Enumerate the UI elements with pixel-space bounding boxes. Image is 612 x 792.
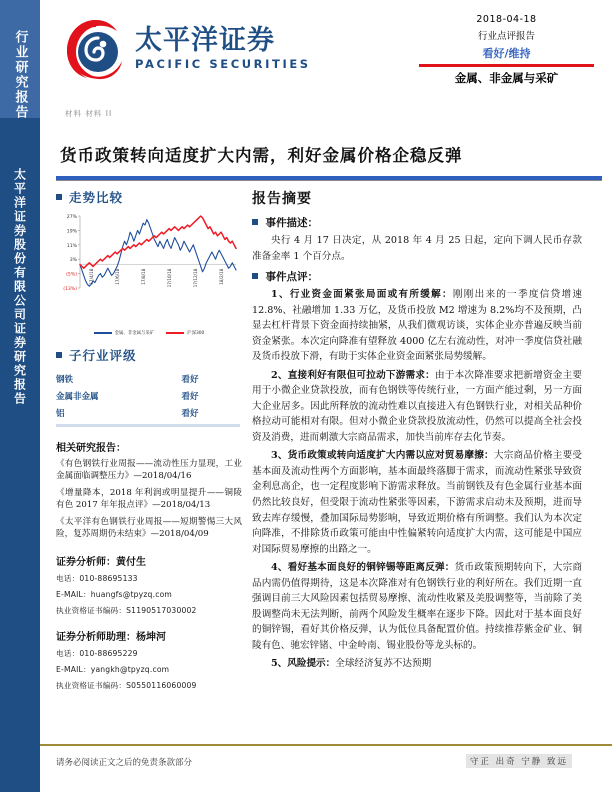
rating-value: 看好	[181, 408, 199, 419]
summary-paragraph: 5、风险提示：全球经济复苏不达预期	[271, 658, 432, 670]
rating-section-title: 子行业评级	[69, 348, 137, 363]
legend-label-0: 金属、非金属与采矿	[114, 331, 155, 336]
footer-slogan: 守正 出奇 宁静 致远	[466, 754, 572, 768]
related-reports-heading: 相关研究报告：	[56, 443, 126, 454]
report-type: 行业点评报告	[477, 31, 535, 42]
square-bullet-icon	[56, 352, 62, 358]
category-tag: 材料 材料 II	[65, 109, 113, 118]
rating-table-rule	[56, 424, 240, 427]
chart-y-tick: 11%	[66, 243, 77, 249]
summary-section-label: 事件描述：	[265, 217, 318, 229]
chart-x-tick: 17/6/18	[115, 268, 120, 285]
assistant-phone: 电话：010-88695229	[56, 648, 138, 658]
related-report-item[interactable]: 《太平洋有色钢铁行业周报——短期警惕三大风险，复苏周期仍未结束》—2018/04/09	[56, 516, 242, 540]
legend-label-1: 沪深300	[187, 331, 205, 336]
left-column	[56, 188, 242, 691]
table-row	[56, 404, 240, 421]
brand-logo	[65, 18, 311, 80]
chart-x-tick: 17/4/18	[89, 268, 94, 285]
subindustry-rating-table	[56, 370, 240, 421]
rating-value: 看好	[181, 391, 199, 402]
related-report-item[interactable]: 《有色钢铁行业周报——流动性压力显现，工业金属面临调整压力》—2018/04/16	[56, 459, 242, 482]
legend-item-0	[94, 330, 155, 336]
assistant-heading: 证券分析师助理：杨坤河	[56, 631, 166, 643]
summary-sections	[252, 215, 582, 672]
rating-name: 铝	[56, 408, 65, 419]
footer-disclaimer: 请务必阅读正文之后的免责条款部分	[56, 758, 193, 768]
sector-label: 金属、非金属与采矿	[454, 70, 559, 85]
summary-section-header	[252, 215, 582, 230]
brand-name-cn: 太平洋证券	[135, 25, 275, 56]
sidebar-bottom-label: 太平洋证券股份有限公司证券研究报告	[12, 168, 27, 406]
analyst-cert: 执业资格证书编码：S1190517030002	[56, 605, 197, 615]
rating-value: 看好	[181, 374, 199, 385]
summary-paragraph: 2、直接利好有限但可拉动下游需求：由于本次降准要求把新增资金主要用于小微企业贷款投放，而有色钢铁等传统行业，一方面产能过剩，另一方面大企业居多。因此所释放的流动性难以直接进入有色钢铁行业，对相关品种价格拉动可能相对有限。但对小微企业贷款投放流动性，仍然可以提高全社会投资及消费，进而刺激大宗商品需求，加快当前库存去化节奏。	[252, 369, 582, 443]
chart-y-tick: 19%	[66, 229, 77, 235]
chart-x-tick: 17/8/18	[141, 268, 146, 285]
chart-series-line	[80, 220, 236, 287]
chart-legend	[56, 330, 242, 336]
table-row	[56, 387, 240, 404]
summary-heading: 报告摘要	[252, 191, 312, 207]
pacific-logo-icon	[65, 18, 127, 80]
summary-paragraph: 3、货币政策或转向适度扩大内需以应对贸易摩擦：大宗商品价格主要受基本面及流动性两个方面影响，基本面最终落脚于需求，而流动性紧张导致资金利息高企，也一定程度影响下游需求释放。当前钢铁及有色金属行业基本面仍然比较良好，但受限于流动性紧张等因素，下游需求启动未及预期，进而导致去库存缓慢，叠加国际局势影响，导致近期价格有所调整。我们认为本次定向降准，不排除货币政策可能由中性偏紧转向适度扩大内需，这可能是中国应对国际贸易摩擦的出路之一。	[252, 450, 583, 555]
analyst-email: E-MAIL：huangfs@tpyzq.com	[56, 589, 173, 599]
legend-item-1	[166, 330, 204, 336]
legend-swatch-1	[166, 332, 184, 334]
square-bullet-icon	[252, 219, 258, 225]
analyst-phone: 电话：010-88695133	[56, 573, 138, 583]
trend-section-title: 走势比较	[69, 190, 124, 205]
assistant-cert: 执业资格证书编码：S0550116060009	[56, 680, 197, 690]
header-divider	[419, 64, 594, 67]
chart-x-tick: 17/10/18	[167, 268, 172, 288]
chart-y-tick: (13%)	[63, 287, 77, 292]
rating-badge: 看好/维持	[482, 47, 531, 60]
related-report-item[interactable]: 《增量降本，2018 年利润或明显提升——铜陵有色 2017 年年报点评》—2018/04/13	[56, 487, 242, 511]
chart-series-line	[80, 216, 236, 268]
page-title: 货币政策转向适度扩大内需，利好金属价格企稳反弹	[60, 146, 463, 165]
analyst-heading: 证券分析师：黄付生	[56, 556, 146, 568]
summary-paragraph: 4、看好基本面良好的铜锌锡等距离反弹：货币政策预期转向下，大宗商品内需仍值得期待，这是本次降准对有色钢铁行业的利好所在。我们近期一直强调目前三大风险因素包括贸易摩擦、流动性收紧及美股调整等，当前除了美股调整尚未无法判断，前两个风险发生概率在逐步下降。因此对于基本面良好的铜锌锡，看好其价格反弹，认为低位具备配置价值。持续推荐紫金矿业、铜陵有色、驰宏锌锗、中金岭南、锡业股份等龙头标的。	[252, 562, 583, 651]
title-rule-secondary	[56, 180, 602, 181]
left-sidebar	[0, 0, 40, 792]
summary-section-header	[252, 269, 582, 284]
summary-section-label: 事件点评：	[265, 271, 318, 284]
chart-x-tick: 17/12/18	[193, 268, 198, 288]
report-date: 2018-04-18	[476, 14, 537, 25]
trend-section-header	[56, 188, 242, 206]
square-bullet-icon	[56, 194, 62, 200]
summary-paragraph: 1、行业资金面紧张局面或有所缓解：刚刚出来的一季度信贷增速 12.8%、社融增加 1.33 万亿，及货币投放 M2 增速为 8.2%均不及预期，凸显去杠杆背景下资金面持续抽紧，从我们微观访谈，实体企业亦普遍反映当前资金紧张。本次定向降准有望释放 4000 亿左右流动性，对冲一季度信贷社融及货币投放下滑，有助于实体企业资金面紧张局势缓解。	[252, 289, 582, 363]
summary-paragraph: 央行 4 月 17 日决定，从 2018 年 4 月 25 日起，定向下调人民币存款准备金率 1 个百分点。	[252, 235, 582, 262]
right-column	[252, 188, 582, 672]
brand-name-en: PACIFIC SECURITIES	[135, 57, 311, 71]
brand-text	[135, 27, 311, 71]
footer-rule	[40, 744, 612, 746]
chart-y-tick: (5%)	[66, 272, 77, 278]
report-header	[40, 0, 612, 100]
trend-chart	[56, 210, 240, 328]
sidebar-top-label: 行业研究报告	[12, 30, 28, 120]
header-meta	[419, 14, 594, 86]
table-row	[56, 370, 240, 387]
chart-y-tick: 3%	[69, 258, 77, 264]
rating-section-header	[56, 346, 242, 364]
square-bullet-icon	[252, 273, 258, 279]
assistant-email: E-MAIL：yangkh@tpyzq.com	[56, 664, 170, 674]
rating-name: 钢铁	[56, 374, 74, 385]
chart-y-tick: 27%	[66, 215, 77, 220]
related-reports-list	[56, 458, 242, 541]
legend-swatch-0	[94, 332, 112, 334]
chart-x-tick: 18/2/18	[219, 268, 224, 285]
rating-name: 金属非金属	[56, 391, 99, 402]
